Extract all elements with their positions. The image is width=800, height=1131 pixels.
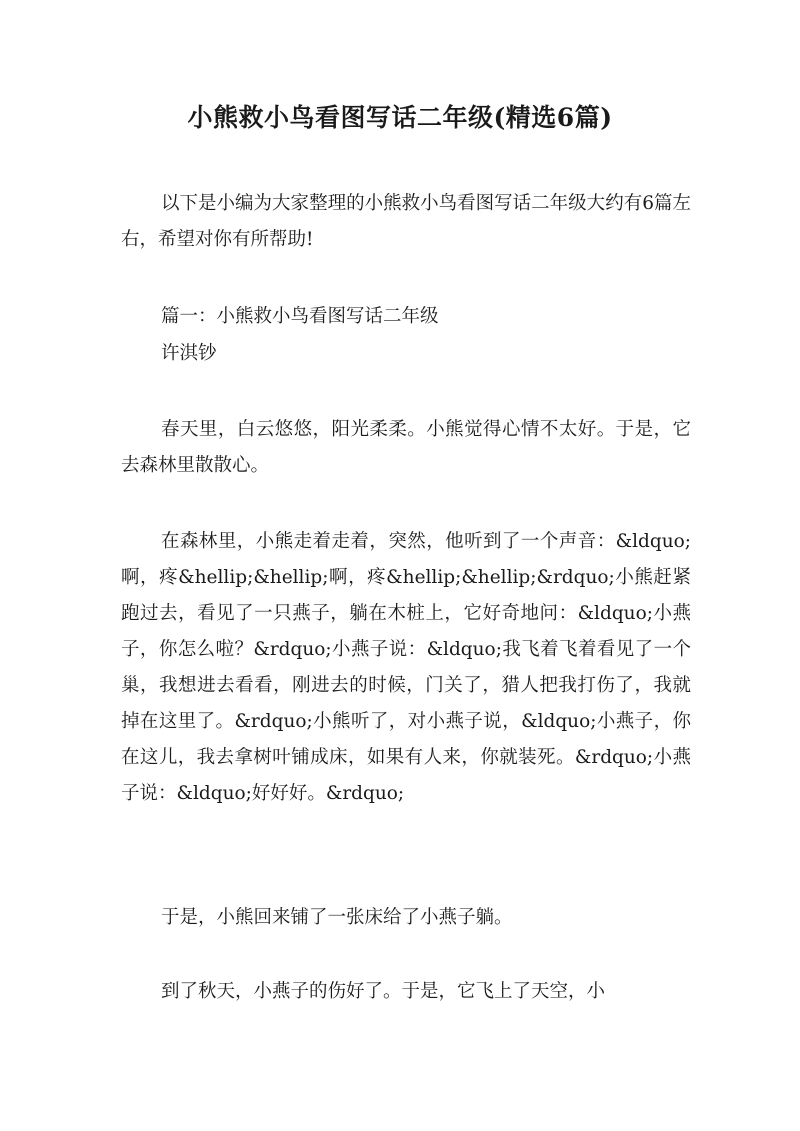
story-paragraph: 春天里，白云悠悠，阳光柔柔。小熊觉得心情不太好。于是，它去森林里散散心。: [121, 419, 691, 476]
story-paragraph: 在森林里，小熊走着走着，突然，他听到了一个声音：&ldquo;啊，疼&hellip;&hellip;啊，疼&hellip;&hellip;&rdquo;小熊赶紧跑过去，看见了一只燕子，躺在木桩上，它好奇地问：&ldquo;小燕子，你怎么啦？&rdquo;小燕子说：&ldquo;我飞着飞着看见了一个巢，我想进去看看，刚进去的时候，门关了，猎人把我打伤了，我就掉在这里了。&rdquo;小熊听了，对小燕子说，&ldquo;小燕子，你在这儿，我去拿树叶铺成床，如果有人来，你就装死。&rdquo;小燕子说：&ldquo;好好好。&rdquo;: [121, 531, 691, 804]
document-title: 小熊救小鸟看图写话二年级(精选6篇): [187, 103, 613, 132]
story-paragraph: 到了秋天，小燕子的伤好了。于是，它飞上了天空，小: [161, 981, 606, 1002]
section-author: 许淇钞: [161, 343, 217, 364]
section-heading: 篇一：小熊救小鸟看图写话二年级: [161, 306, 439, 327]
intro-paragraph: 以下是小编为大家整理的小熊救小鸟看图写话二年级大约有6篇左右，希望对你有所帮助!: [121, 193, 691, 250]
story-paragraph: 于是，小熊回来铺了一张床给了小燕子躺。: [161, 907, 513, 928]
